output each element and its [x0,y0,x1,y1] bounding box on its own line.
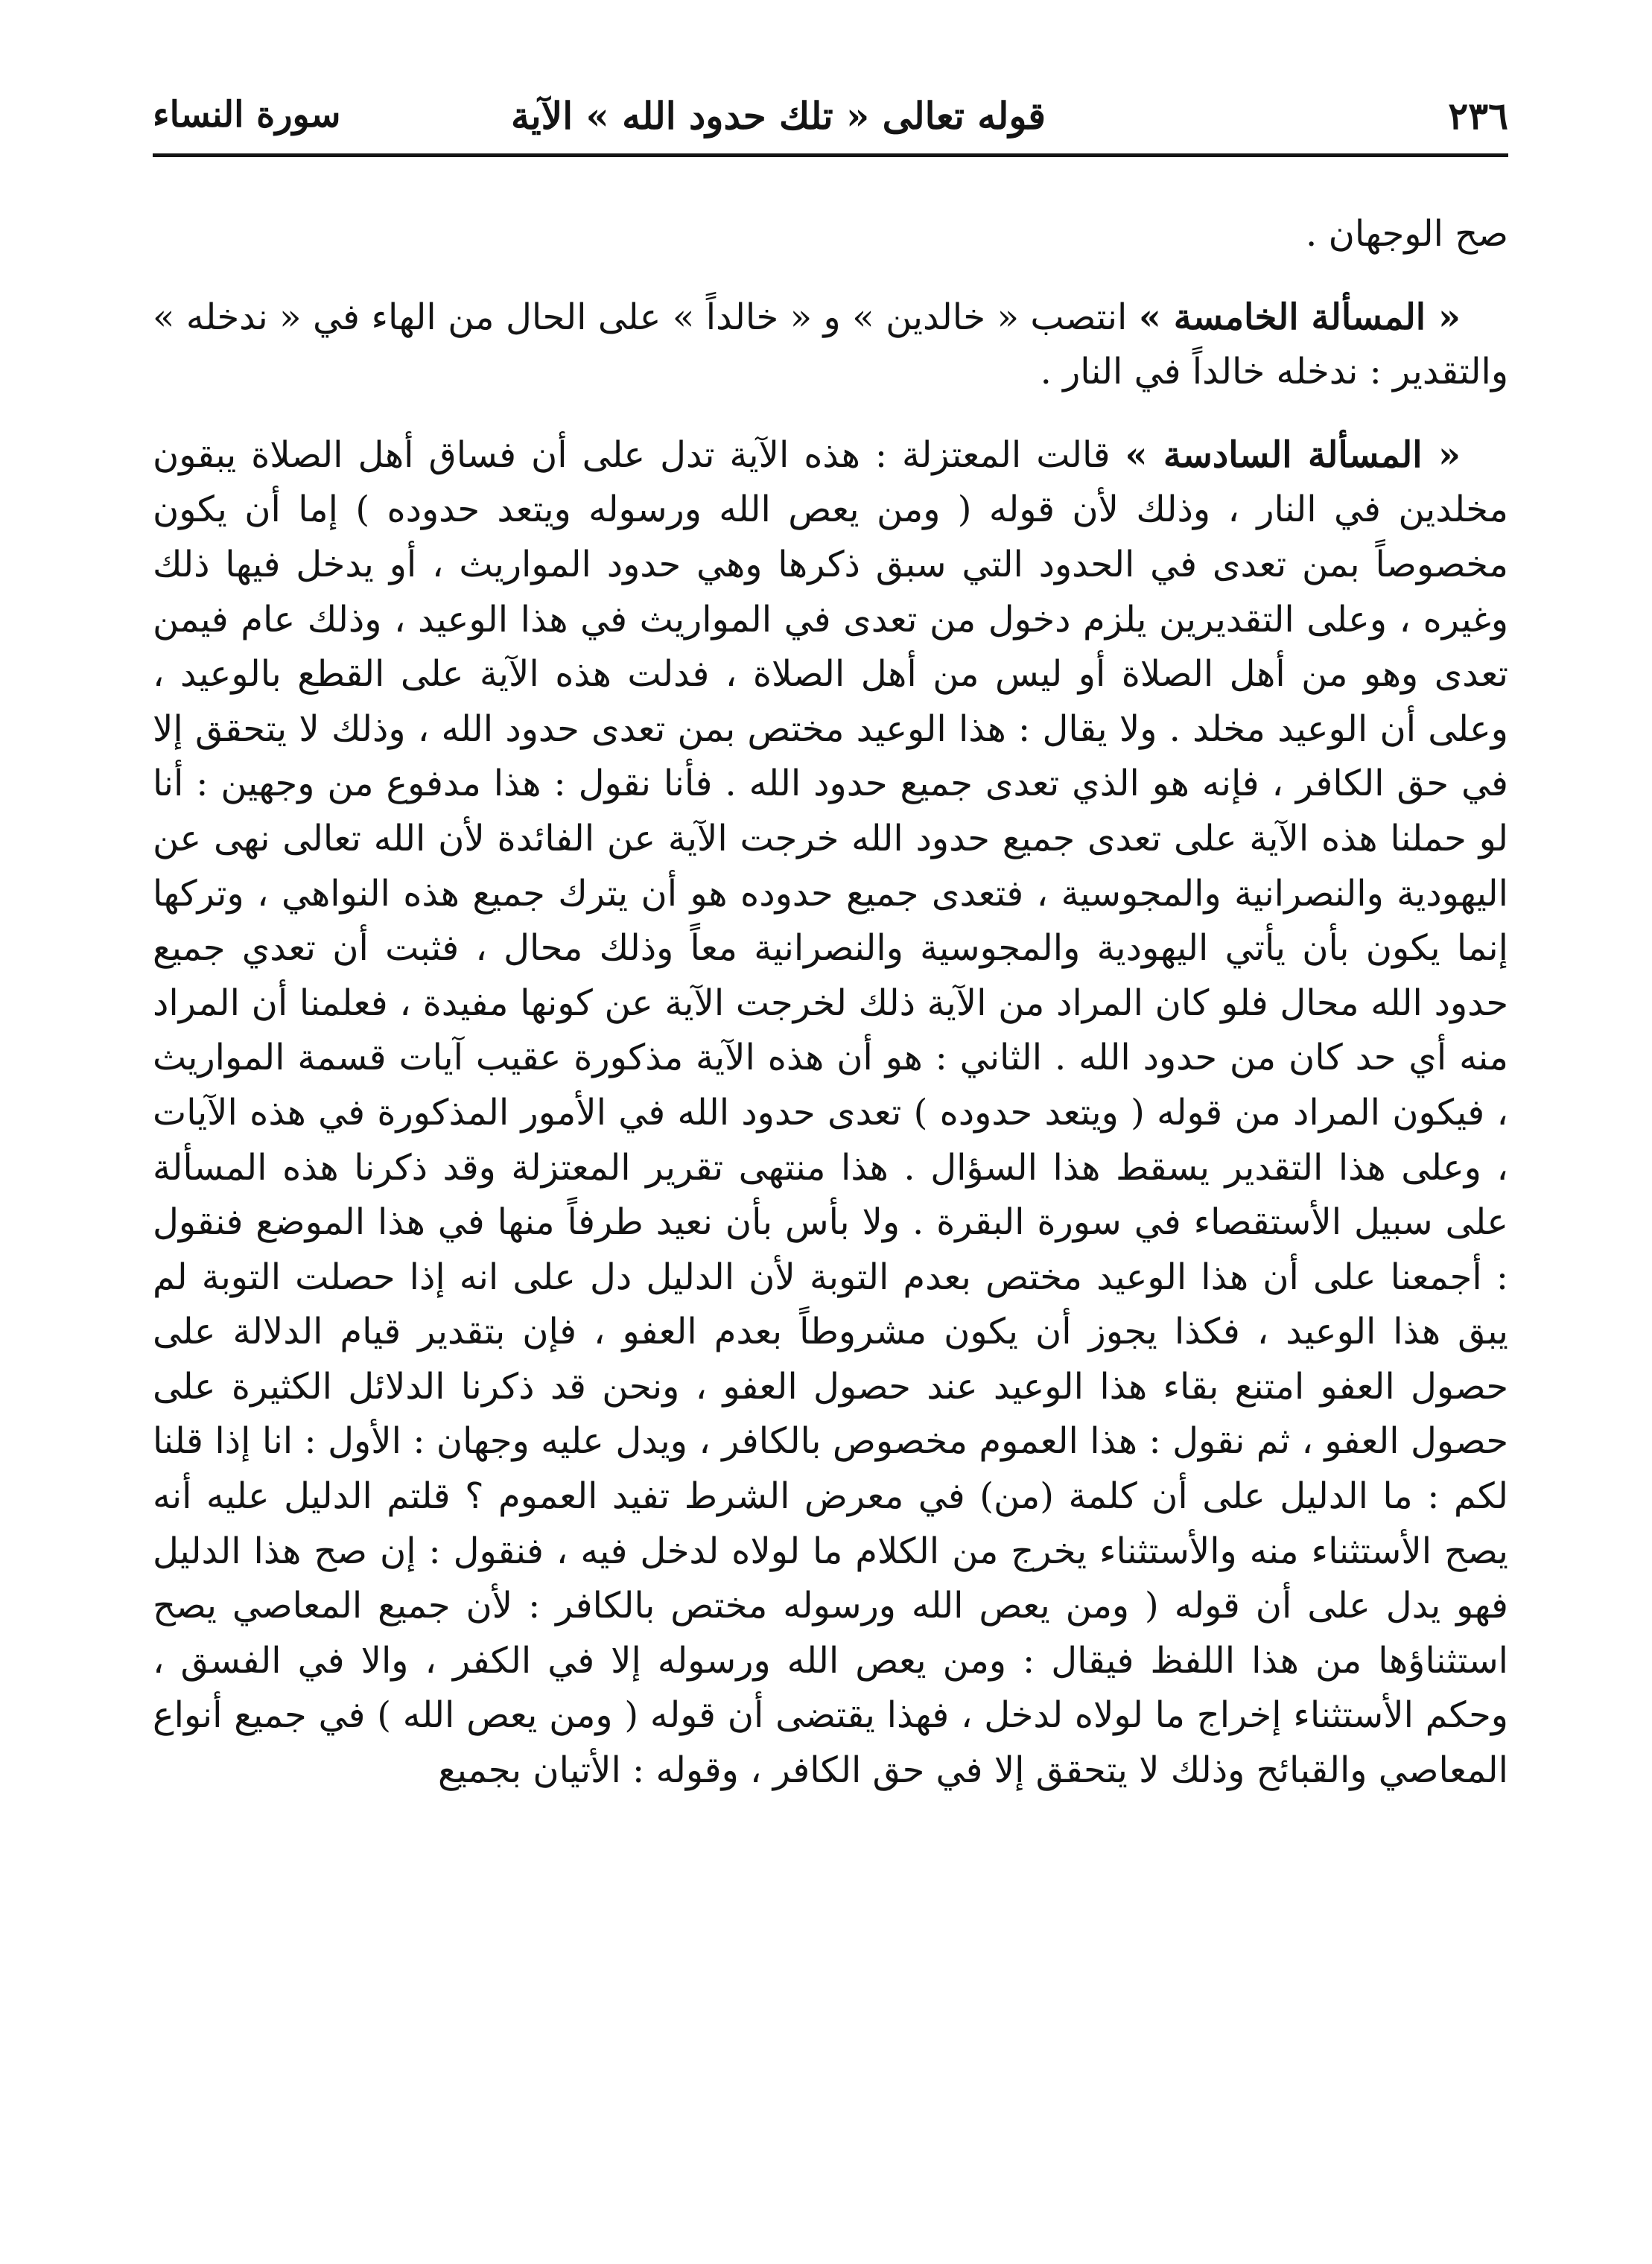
header-divider [153,153,1508,157]
running-title: قوله تعالى « تلك حدود الله » الآية [510,94,1046,138]
page-number: ٢٣٦ [1448,94,1508,138]
surah-name: سورة النساء [153,94,341,136]
issue-title: « المسألة السادسة » [1125,433,1461,476]
paragraph-text: صح الوجهان . [1306,213,1508,255]
issue-title: « المسألة الخامسة » [1138,296,1461,338]
page-header [153,88,1508,162]
paragraph-text: انتصب « خالدين » و « خالداً » على الحال من الهاء في « ندخله » والتقدير : ندخله خالداً في النار . [153,296,1508,393]
paragraph [153,428,1508,1799]
paragraph-text: قالت المعتزلة : هذه الآية تدل على أن فساق أهل الصلاة يبقون مخلدين في النار ، وذلك لأن قوله ( ومن يعص الله ورسوله ويتعد حدوده ) إما أن يكون مخصوصاً بمن تعدى في الحدود التي سبق ذكرها وهي حدود المواريث ، أو يدخل فيها ذلك وغيره ، وعلى التقديرين يلزم دخول من تعدى في المواريث في هذا الوعيد ، وذلك عام فيمن تعدى وهو من أهل الصلاة أو ليس من أهل الصلاة ، فدلت هذه الآية على القطع بالوعيد ، وعلى أن الوعيد مخلد . ولا يقال : هذا الوعيد مختص بمن تعدى حدود الله ، وذلك لا يتحقق إلا في حق الكافر ، فإنه هو الذي تعدى جميع حدود الله . فأنا نقول : هذا مدفوع من وجهين : أنا لو حملنا هذه الآية على تعدى جميع حدود الله خرجت الآية عن الفائدة لأن الله تعالى نهى عن اليهودية والنصرانية والمجوسية ، فتعدى جميع حدوده هو أن يترك جميع هذه النواهي ، وتركها إنما يكون بأن يأتي اليهودية والمجوسية والنصرانية معاً وذلك محال ، فثبت أن تعدي جميع حدود الله محال فلو كان المراد من الآية ذلك لخرجت الآية عن كونها مفيدة ، فعلمنا أن المراد منه أي حد كان من حدود الله . الثاني : هو أن هذه الآية مذكورة عقيب آيات قسمة المواريث ، فيكون المراد من قوله ( ويتعد حدوده ) تعدى حدود الله في الأمور المذكورة في هذه الآيات ، وعلى هذا التقدير يسقط هذا السؤال . هذا منتهى تقرير المعتزلة وقد ذكرنا هذه المسألة على سبيل الأستقصاء في سورة البقرة . ولا بأس بأن نعيد طرفاً منها في هذا الموضع فنقول : أجمعنا على أن هذا الوعيد مختص بعدم التوبة لأن الدليل دل على انه إذا حصلت التوبة لم يبق هذا الوعيد ، فكذا يجوز أن يكون مشروطاً بعدم العفو ، فإن بتقدير قيام الدلالة على حصول العفو امتنع بقاء هذا الوعيد عند حصول العفو ، ونحن قد ذكرنا الدلائل الكثيرة على حصول العفو ، ثم نقول : هذا العموم مخصوص بالكافر ، ويدل عليه وجهان : الأول : انا إذا قلنا لكم : ما الدليل على أن كلمة (من) في معرض الشرط تفيد العموم ؟ قلتم الدليل عليه أنه يصح الأستثناء منه والأستثناء يخرج من الكلام ما لولاه لدخل فيه ، فنقول : إن صح هذا الدليل فهو يدل على أن قوله ( ومن يعص الله ورسوله مختص بالكافر : لأن جميع المعاصي يصح استثناؤها من هذا اللفظ فيقال : ومن يعص الله ورسوله إلا في الكفر ، والا في الفسق ، وحكم الأستثناء إخراج ما لولاه لدخل ، فهذا يقتضى أن قوله ( ومن يعص الله ) في جميع أنواع المعاصي والقبائح وذلك لا يتحقق إلا في حق الكافر ، وقوله : الأتيان بجميع [153,433,1509,1792]
paragraph [153,290,1508,400]
paragraph [153,207,1508,262]
body-text [153,207,1508,1799]
